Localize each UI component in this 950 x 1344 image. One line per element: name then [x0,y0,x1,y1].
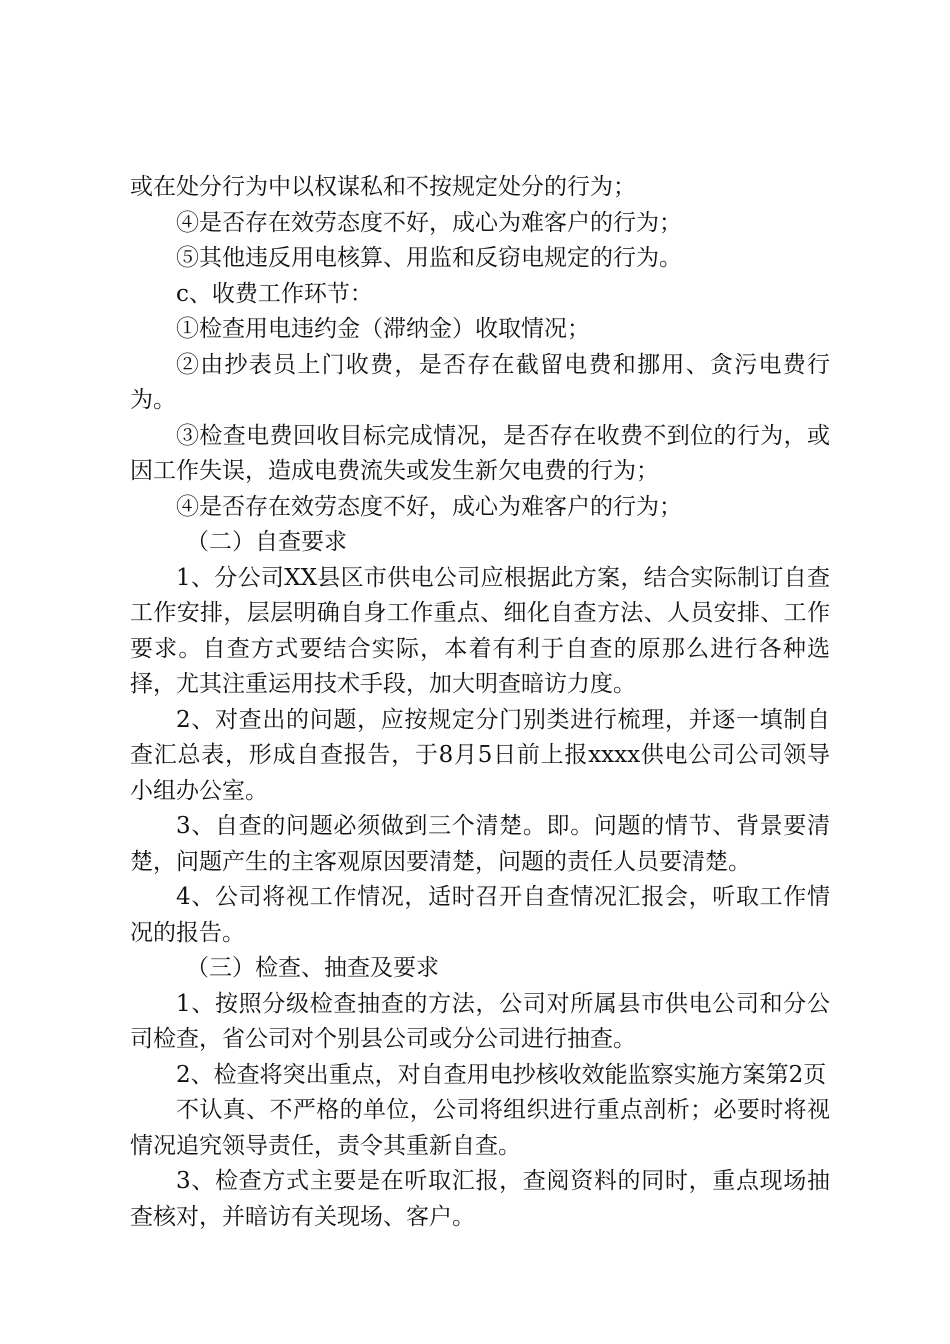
paragraph: ④是否存在效劳态度不好，成心为难客户的行为； [176,209,682,236]
section-heading: （二）自查要求 [186,529,347,555]
section-heading: （三）检查、抽查及要求 [186,955,439,981]
paragraph: 4、公司将视工作情况，适时召开自查情况汇报会，听取工作情况的报告。 [130,884,830,946]
paragraph: 1、分公司XX县区市供电公司应根据此方案，结合实际制订自查工作安排，层层明确自身工作重点、细化自查方法、人员安排、工作要求。自查方式要结合实际，本着有利于自查的原那么进行各种选择，尤其注重运用技术手段，加大明查暗访力度。 [130,564,830,697]
paragraph: 不认真、不严格的单位，公司将组织进行重点剖析；必要时将视情况追究领导责任，责令其重新自查。 [130,1097,830,1159]
paragraph: 1、按照分级检查抽查的方法，公司对所属县市供电公司和分公司检查，省公司对个别县公司或分公司进行抽查。 [130,990,830,1052]
paragraph: c、收费工作环节： [176,280,373,307]
paragraph: 或在处分行为中以权谋私和不按规定处分的行为； [130,174,636,200]
paragraph: 2、对查出的问题，应按规定分门别类进行梳理，并逐一填制自查汇总表，形成自查报告，于8月5日前上报xxxx供电公司公司领导小组办公室。 [130,706,830,804]
paragraph: ⑤其他违反用电核算、用监和反窃电规定的行为。 [176,245,682,271]
paragraph: 3、自查的问题必须做到三个清楚。即。问题的情节、背景要清楚，问题产生的主客观原因要清楚，问题的责任人员要清楚。 [130,813,830,875]
paragraph: ③检查电费回收目标完成情况，是否存在收费不到位的行为，或因工作失误，造成电费流失或发生新欠电费的行为； [130,422,830,484]
document-body [130,170,830,1235]
paragraph: ②由抄表员上门收费，是否存在截留电费和挪用、贪污电费行为。 [130,351,830,413]
paragraph: 2、检查将突出重点，对自查用电抄核收效能监察实施方案第2页 [176,1061,827,1088]
paragraph: 3、检查方式主要是在听取汇报，查阅资料的同时，重点现场抽查核对，并暗访有关现场、客户。 [130,1168,830,1230]
paragraph: ①检查用电违约金（滞纳金）收取情况； [176,316,590,342]
paragraph: ④是否存在效劳态度不好，成心为难客户的行为； [176,493,682,520]
